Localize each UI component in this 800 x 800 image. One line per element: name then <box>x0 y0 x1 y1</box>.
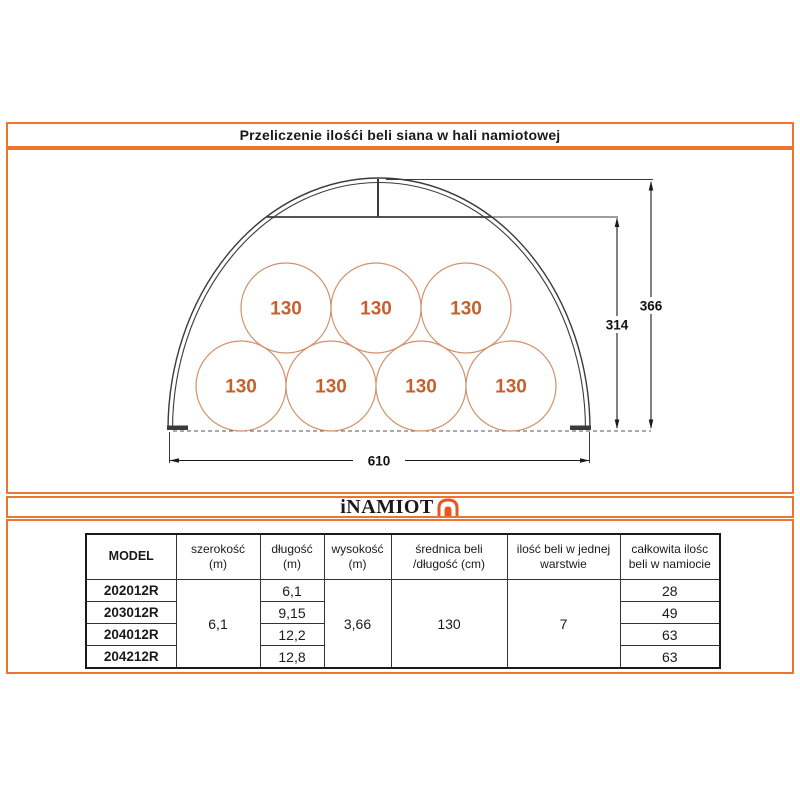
arrow-down-icon <box>615 420 620 430</box>
hay-bales <box>196 263 556 431</box>
bale-diameter-label: 130 <box>405 376 437 398</box>
model-cell: 204012R <box>86 624 176 646</box>
model-cell: 203012R <box>86 602 176 624</box>
dlugosc-cell: 9,15 <box>260 602 324 624</box>
calkowita-cell: 63 <box>620 646 720 669</box>
spec-table <box>85 533 721 669</box>
arrow-left-icon <box>170 458 180 463</box>
dlugosc-cell: 12,2 <box>260 624 324 646</box>
bale-diameter-label: 130 <box>270 298 302 320</box>
arrow-up-icon <box>649 181 654 191</box>
arrow-down-icon <box>649 420 654 430</box>
calkowita-cell: 63 <box>620 624 720 646</box>
tent-arch-icon <box>436 497 460 518</box>
col-header-ilosc-warstwa: ilość beli w jednej warstwie <box>507 534 620 580</box>
szerokosc-cell: 6,1 <box>176 580 260 669</box>
dlugosc-cell: 6,1 <box>260 580 324 602</box>
model-cell: 204212R <box>86 646 176 669</box>
col-header-szerokosc: szerokość (m) <box>176 534 260 580</box>
bale-diameter-label: 130 <box>450 298 482 320</box>
bale-diameter-label: 130 <box>360 298 392 320</box>
dlugosc-cell: 12,8 <box>260 646 324 669</box>
wysokosc-cell: 3,66 <box>324 580 391 669</box>
table-panel <box>6 519 794 674</box>
arrow-right-icon <box>580 458 590 463</box>
base-plate-right <box>570 426 591 431</box>
dim-total-height-label: 366 <box>639 298 663 314</box>
table-header-row <box>86 534 720 580</box>
brand-logo-text: iNAMIOT <box>340 495 434 518</box>
logo-bar <box>6 496 794 518</box>
dim-side-height-label: 314 <box>605 317 629 333</box>
col-header-dlugosc: długość (m) <box>260 534 324 580</box>
col-header-wysokosc: wysokość (m) <box>324 534 391 580</box>
base-plate-left <box>167 426 188 431</box>
dimension-width <box>170 432 590 469</box>
model-cell: 202012R <box>86 580 176 602</box>
srednica-cell: 130 <box>391 580 507 669</box>
diagram-panel <box>6 148 794 494</box>
page-title: Przeliczenie ilośći beli siana w hali namiotowej <box>239 127 561 143</box>
bale-diameter-label: 130 <box>495 376 527 398</box>
title-bar <box>6 122 794 148</box>
bale-diameter-label: 130 <box>225 376 257 398</box>
calkowita-cell: 28 <box>620 580 720 602</box>
col-header-srednica: średnica beli /długość (cm) <box>391 534 507 580</box>
arrow-up-icon <box>615 218 620 228</box>
bale-diameter-label: 130 <box>315 376 347 398</box>
col-header-model: MODEL <box>86 534 176 580</box>
tent-cross-section-diagram <box>9 151 791 492</box>
calkowita-cell: 49 <box>620 602 720 624</box>
table-row <box>86 580 720 602</box>
ilosc-warstwa-cell: 7 <box>507 580 620 669</box>
col-header-calkowita: całkowita ilośc beli w namiocie <box>620 534 720 580</box>
dim-width-label: 610 <box>367 453 391 469</box>
